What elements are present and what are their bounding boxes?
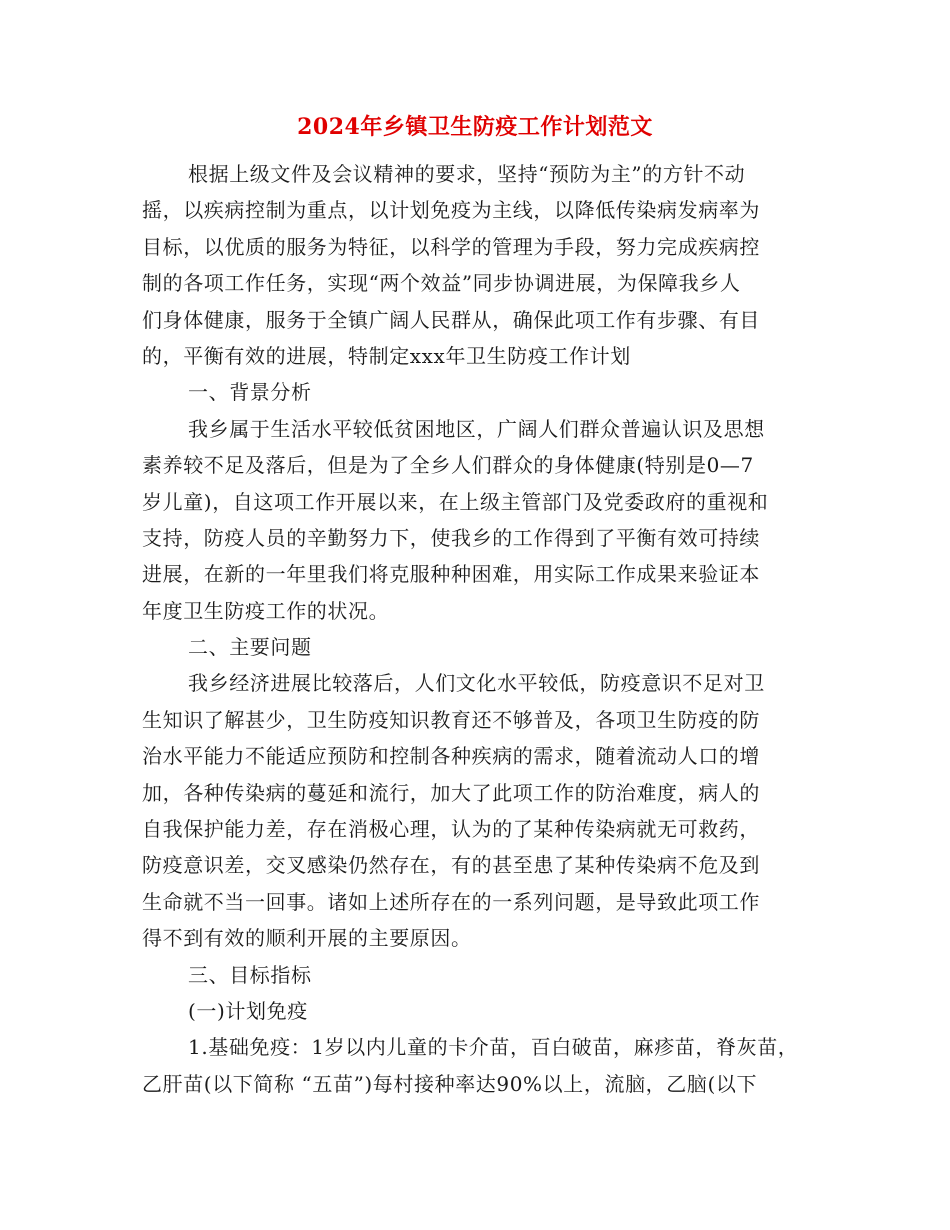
paragraph-line: 根据上级文件及会议精神的要求，坚持“预防为主”的方针不动 — [188, 162, 746, 186]
paragraph-line: 生知识了解甚少，卫生防疫知识教育还不够普及，各项卫生防疫的防 — [142, 707, 760, 732]
paragraph-line: 的，平衡有效的进展，特制定xxx年卫生防疫工作计划 — [142, 343, 631, 368]
document-body — [142, 156, 832, 1102]
paragraph-line: 制的各项工作任务，实现“两个效益”同步协调进展，为保障我乡人 — [142, 271, 741, 296]
section-heading: 三、目标指标 — [188, 962, 312, 987]
paragraph-line: 得不到有效的顺利开展的主要原因。 — [142, 926, 472, 951]
paragraph-line: 生命就不当一回事。诸如上述所存在的一系列问题，是导致此项工作 — [142, 889, 760, 914]
document-title: 2024年乡镇卫生防疫工作计划范文 — [297, 114, 653, 140]
paragraph-line: 进展，在新的一年里我们将克服种种困难，用实际工作成果来验证本 — [142, 562, 760, 587]
paragraph-line: 素养较不足及落后，但是为了全乡人们群众的身体健康(特别是0—7 — [142, 453, 754, 478]
paragraph-line: 1.基础免疫：1岁以内儿童的卡介苗，百白破苗，麻疹苗，脊灰苗， — [188, 1035, 799, 1060]
paragraph-line: 我乡经济进展比较落后，人们文化水平较低，防疫意识不足对卫 — [188, 671, 765, 696]
paragraph-line: 防疫意识差，交叉感染仍然存在，有的甚至患了某种传染病不危及到 — [142, 853, 760, 878]
paragraph-line: 自我保护能力差，存在消极心理，认为的了某种传染病就无可救药， — [142, 817, 760, 842]
paragraph-line: 年度卫生防疫工作的状况。 — [142, 598, 390, 623]
paragraph-line: 我乡属于生活水平较低贫困地区，广阔人们群众普遍认识及思想 — [188, 416, 765, 441]
section-heading: 一、背景分析 — [188, 380, 312, 405]
paragraph-line: 摇，以疾病控制为重点，以计划免疫为主线，以降低传染病发病率为 — [142, 198, 760, 223]
paragraph-line: 乙肝苗(以下简称 “五苗”)每村接种率达90%以上，流脑，乙脑(以下 — [142, 1071, 758, 1096]
subsection-heading: (一)计划免疫 — [188, 998, 308, 1023]
paragraph-line: 支持，防疫人员的辛勤努力下，使我乡的工作得到了平衡有效可持续 — [142, 525, 760, 550]
section-heading: 二、主要问题 — [188, 635, 312, 660]
paragraph-line: 目标，以优质的服务为特征，以科学的管理为手段，努力完成疾病控 — [142, 234, 760, 259]
paragraph-line: 岁儿童)，自这项工作开展以来，在上级主管部门及党委政府的重视和 — [142, 489, 769, 514]
paragraph-line: 们身体健康，服务于全镇广阔人民群从，确保此项工作有步骤、有目 — [142, 307, 760, 332]
paragraph-line: 加，各种传染病的蔓延和流行，加大了此项工作的防治难度，病人的 — [142, 780, 760, 805]
paragraph-line: 治水平能力不能适应预防和控制各种疾病的需求，随着流动人口的增 — [142, 744, 760, 769]
